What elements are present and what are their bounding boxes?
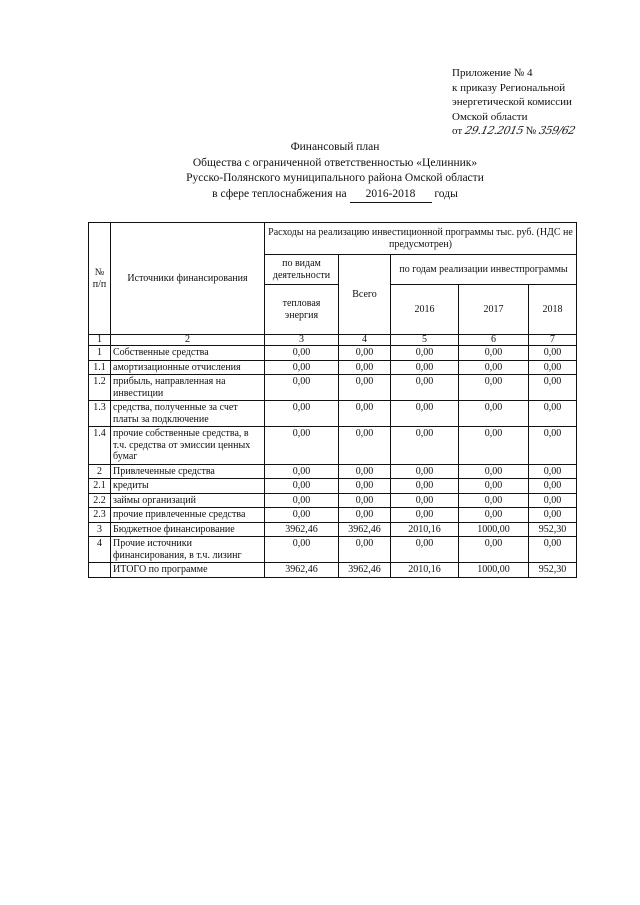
appendix-commission: энергетической комиссии — [452, 96, 572, 108]
row-source: прочие привлеченные средства — [111, 508, 265, 523]
row-2018-value: 0,00 — [529, 360, 577, 375]
row-total-value: 0,00 — [339, 346, 391, 361]
title-years-suffix: годы — [434, 187, 458, 200]
row-2017-value: 1000,00 — [459, 563, 529, 578]
row-source: кредиты — [111, 479, 265, 494]
header-source: Источники финансирования — [111, 223, 265, 335]
row-number: 1.1 — [89, 360, 111, 375]
row-2017-value: 0,00 — [459, 479, 529, 494]
row-total-value: 0,00 — [339, 464, 391, 479]
title-years: 2016-2018 — [350, 187, 432, 204]
header-by-activity: по видам деятельности — [265, 255, 339, 285]
col-index: 6 — [459, 335, 529, 346]
row-2018-value: 0,00 — [529, 493, 577, 508]
row-2018-value: 952,30 — [529, 522, 577, 537]
row-2016-value: 0,00 — [391, 375, 459, 401]
row-heat-value: 0,00 — [265, 508, 339, 523]
header-by-year: по годам реализации инвестпрограммы — [391, 255, 577, 285]
table-row — [89, 493, 577, 508]
row-number: 2.3 — [89, 508, 111, 523]
row-heat-value: 0,00 — [265, 464, 339, 479]
table-row — [89, 508, 577, 523]
row-2017-value: 0,00 — [459, 375, 529, 401]
row-source: прочие собственные средства, в т.ч. средства от эмиссии ценных бумаг — [111, 427, 265, 465]
row-2017-value: 0,00 — [459, 508, 529, 523]
row-number: 3 — [89, 522, 111, 537]
col-index: 3 — [265, 335, 339, 346]
table-row — [89, 427, 577, 465]
header-2018: 2018 — [529, 285, 577, 335]
row-source: средства, полученные за счет платы за подключение — [111, 401, 265, 427]
row-2017-value: 0,00 — [459, 464, 529, 479]
row-source: ИТОГО по программе — [111, 563, 265, 578]
row-2018-value: 0,00 — [529, 537, 577, 563]
col-index: 7 — [529, 335, 577, 346]
handwritten-number: 359/62 — [537, 124, 577, 137]
appendix-region: Омской области — [452, 110, 528, 123]
table-row — [89, 464, 577, 479]
appendix-block — [452, 66, 632, 139]
row-source: амортизационные отчисления — [111, 360, 265, 375]
row-2016-value: 2010,16 — [391, 522, 459, 537]
row-source: займы организаций — [111, 493, 265, 508]
row-2018-value: 952,30 — [529, 563, 577, 578]
row-2017-value: 0,00 — [459, 427, 529, 465]
row-heat-value: 0,00 — [265, 427, 339, 465]
table-row — [89, 537, 577, 563]
column-index-row — [89, 335, 577, 346]
row-total-value: 0,00 — [339, 360, 391, 375]
row-2018-value: 0,00 — [529, 375, 577, 401]
row-number — [89, 563, 111, 578]
row-source: Привлеченные средства — [111, 464, 265, 479]
row-2018-value: 0,00 — [529, 508, 577, 523]
row-total-value: 3962,46 — [339, 522, 391, 537]
row-source: прибыль, направленная на инвестиции — [111, 375, 265, 401]
row-total-value: 0,00 — [339, 479, 391, 494]
row-total-value: 0,00 — [339, 508, 391, 523]
table-row — [89, 346, 577, 361]
row-total-value: 0,00 — [339, 375, 391, 401]
table-row — [89, 360, 577, 375]
row-source: Бюджетное финансирование — [111, 522, 265, 537]
title-line-1: Финансовый план — [290, 141, 380, 153]
row-2016-value: 0,00 — [391, 537, 459, 563]
header-num: № п/п — [89, 223, 111, 335]
row-2017-value: 0,00 — [459, 493, 529, 508]
row-total-value: 0,00 — [339, 537, 391, 563]
row-total-value: 0,00 — [339, 493, 391, 508]
row-number: 2.2 — [89, 493, 111, 508]
row-2017-value: 0,00 — [459, 360, 529, 375]
row-number: 1.2 — [89, 375, 111, 401]
header-expenses: Расходы на реализацию инвестиционной программы тыс. руб. (НДС не предусмотрен) — [265, 223, 577, 255]
table-row — [89, 563, 577, 578]
row-2018-value: 0,00 — [529, 479, 577, 494]
row-2016-value: 0,00 — [391, 508, 459, 523]
row-number: 2 — [89, 464, 111, 479]
col-index: 2 — [111, 335, 265, 346]
row-2016-value: 0,00 — [391, 346, 459, 361]
table-row — [89, 401, 577, 427]
document-title — [150, 140, 520, 203]
row-2016-value: 0,00 — [391, 464, 459, 479]
row-heat-value: 0,00 — [265, 493, 339, 508]
row-heat-value: 0,00 — [265, 537, 339, 563]
row-number: 1 — [89, 346, 111, 361]
table-row — [89, 522, 577, 537]
row-heat-value: 3962,46 — [265, 563, 339, 578]
header-2017: 2017 — [459, 285, 529, 335]
header-heat: тепловая энергия — [265, 285, 339, 335]
row-total-value: 0,00 — [339, 401, 391, 427]
row-2016-value: 0,00 — [391, 360, 459, 375]
col-index: 5 — [391, 335, 459, 346]
table-row — [89, 479, 577, 494]
row-2016-value: 0,00 — [391, 479, 459, 494]
row-source: Прочие источники финансирования, в т.ч. лизинг — [111, 537, 265, 563]
row-number: 2.1 — [89, 479, 111, 494]
appendix-date-line — [452, 124, 632, 139]
row-2018-value: 0,00 — [529, 464, 577, 479]
row-2016-value: 0,00 — [391, 493, 459, 508]
row-2017-value: 0,00 — [459, 401, 529, 427]
title-line-3: Русско-Полянского муниципального района Омской области — [186, 172, 484, 184]
row-number: 4 — [89, 537, 111, 563]
table-body — [89, 346, 577, 578]
row-2016-value: 2010,16 — [391, 563, 459, 578]
row-2018-value: 0,00 — [529, 401, 577, 427]
number-prefix: № — [525, 125, 537, 137]
date-prefix: от — [452, 125, 463, 137]
row-2017-value: 0,00 — [459, 346, 529, 361]
row-heat-value: 0,00 — [265, 401, 339, 427]
row-heat-value: 0,00 — [265, 346, 339, 361]
header-total: Всего — [339, 255, 391, 335]
title-line-4 — [150, 187, 520, 204]
appendix-order-ref: к приказу Региональной — [452, 81, 566, 94]
table-row — [89, 375, 577, 401]
handwritten-date: 29.12.2015 — [463, 124, 525, 137]
row-2018-value: 0,00 — [529, 346, 577, 361]
row-number: 1.3 — [89, 401, 111, 427]
row-2017-value: 1000,00 — [459, 522, 529, 537]
row-2017-value: 0,00 — [459, 537, 529, 563]
row-2016-value: 0,00 — [391, 427, 459, 465]
row-2018-value: 0,00 — [529, 427, 577, 465]
title-line-2: Общества с ограниченной ответственностью «Целинник» — [192, 156, 478, 169]
row-number: 1.4 — [89, 427, 111, 465]
row-heat-value: 0,00 — [265, 360, 339, 375]
row-total-value: 0,00 — [339, 427, 391, 465]
row-total-value: 3962,46 — [339, 563, 391, 578]
financial-plan-table — [88, 222, 577, 578]
row-source: Собственные средства — [111, 346, 265, 361]
row-2016-value: 0,00 — [391, 401, 459, 427]
row-heat-value: 0,00 — [265, 479, 339, 494]
header-2016: 2016 — [391, 285, 459, 335]
col-index: 1 — [89, 335, 111, 346]
row-heat-value: 0,00 — [265, 375, 339, 401]
title-years-prefix: в сфере теплоснабжения на — [212, 187, 347, 200]
appendix-number: Приложение № 4 — [452, 67, 533, 79]
col-index: 4 — [339, 335, 391, 346]
row-heat-value: 3962,46 — [265, 522, 339, 537]
